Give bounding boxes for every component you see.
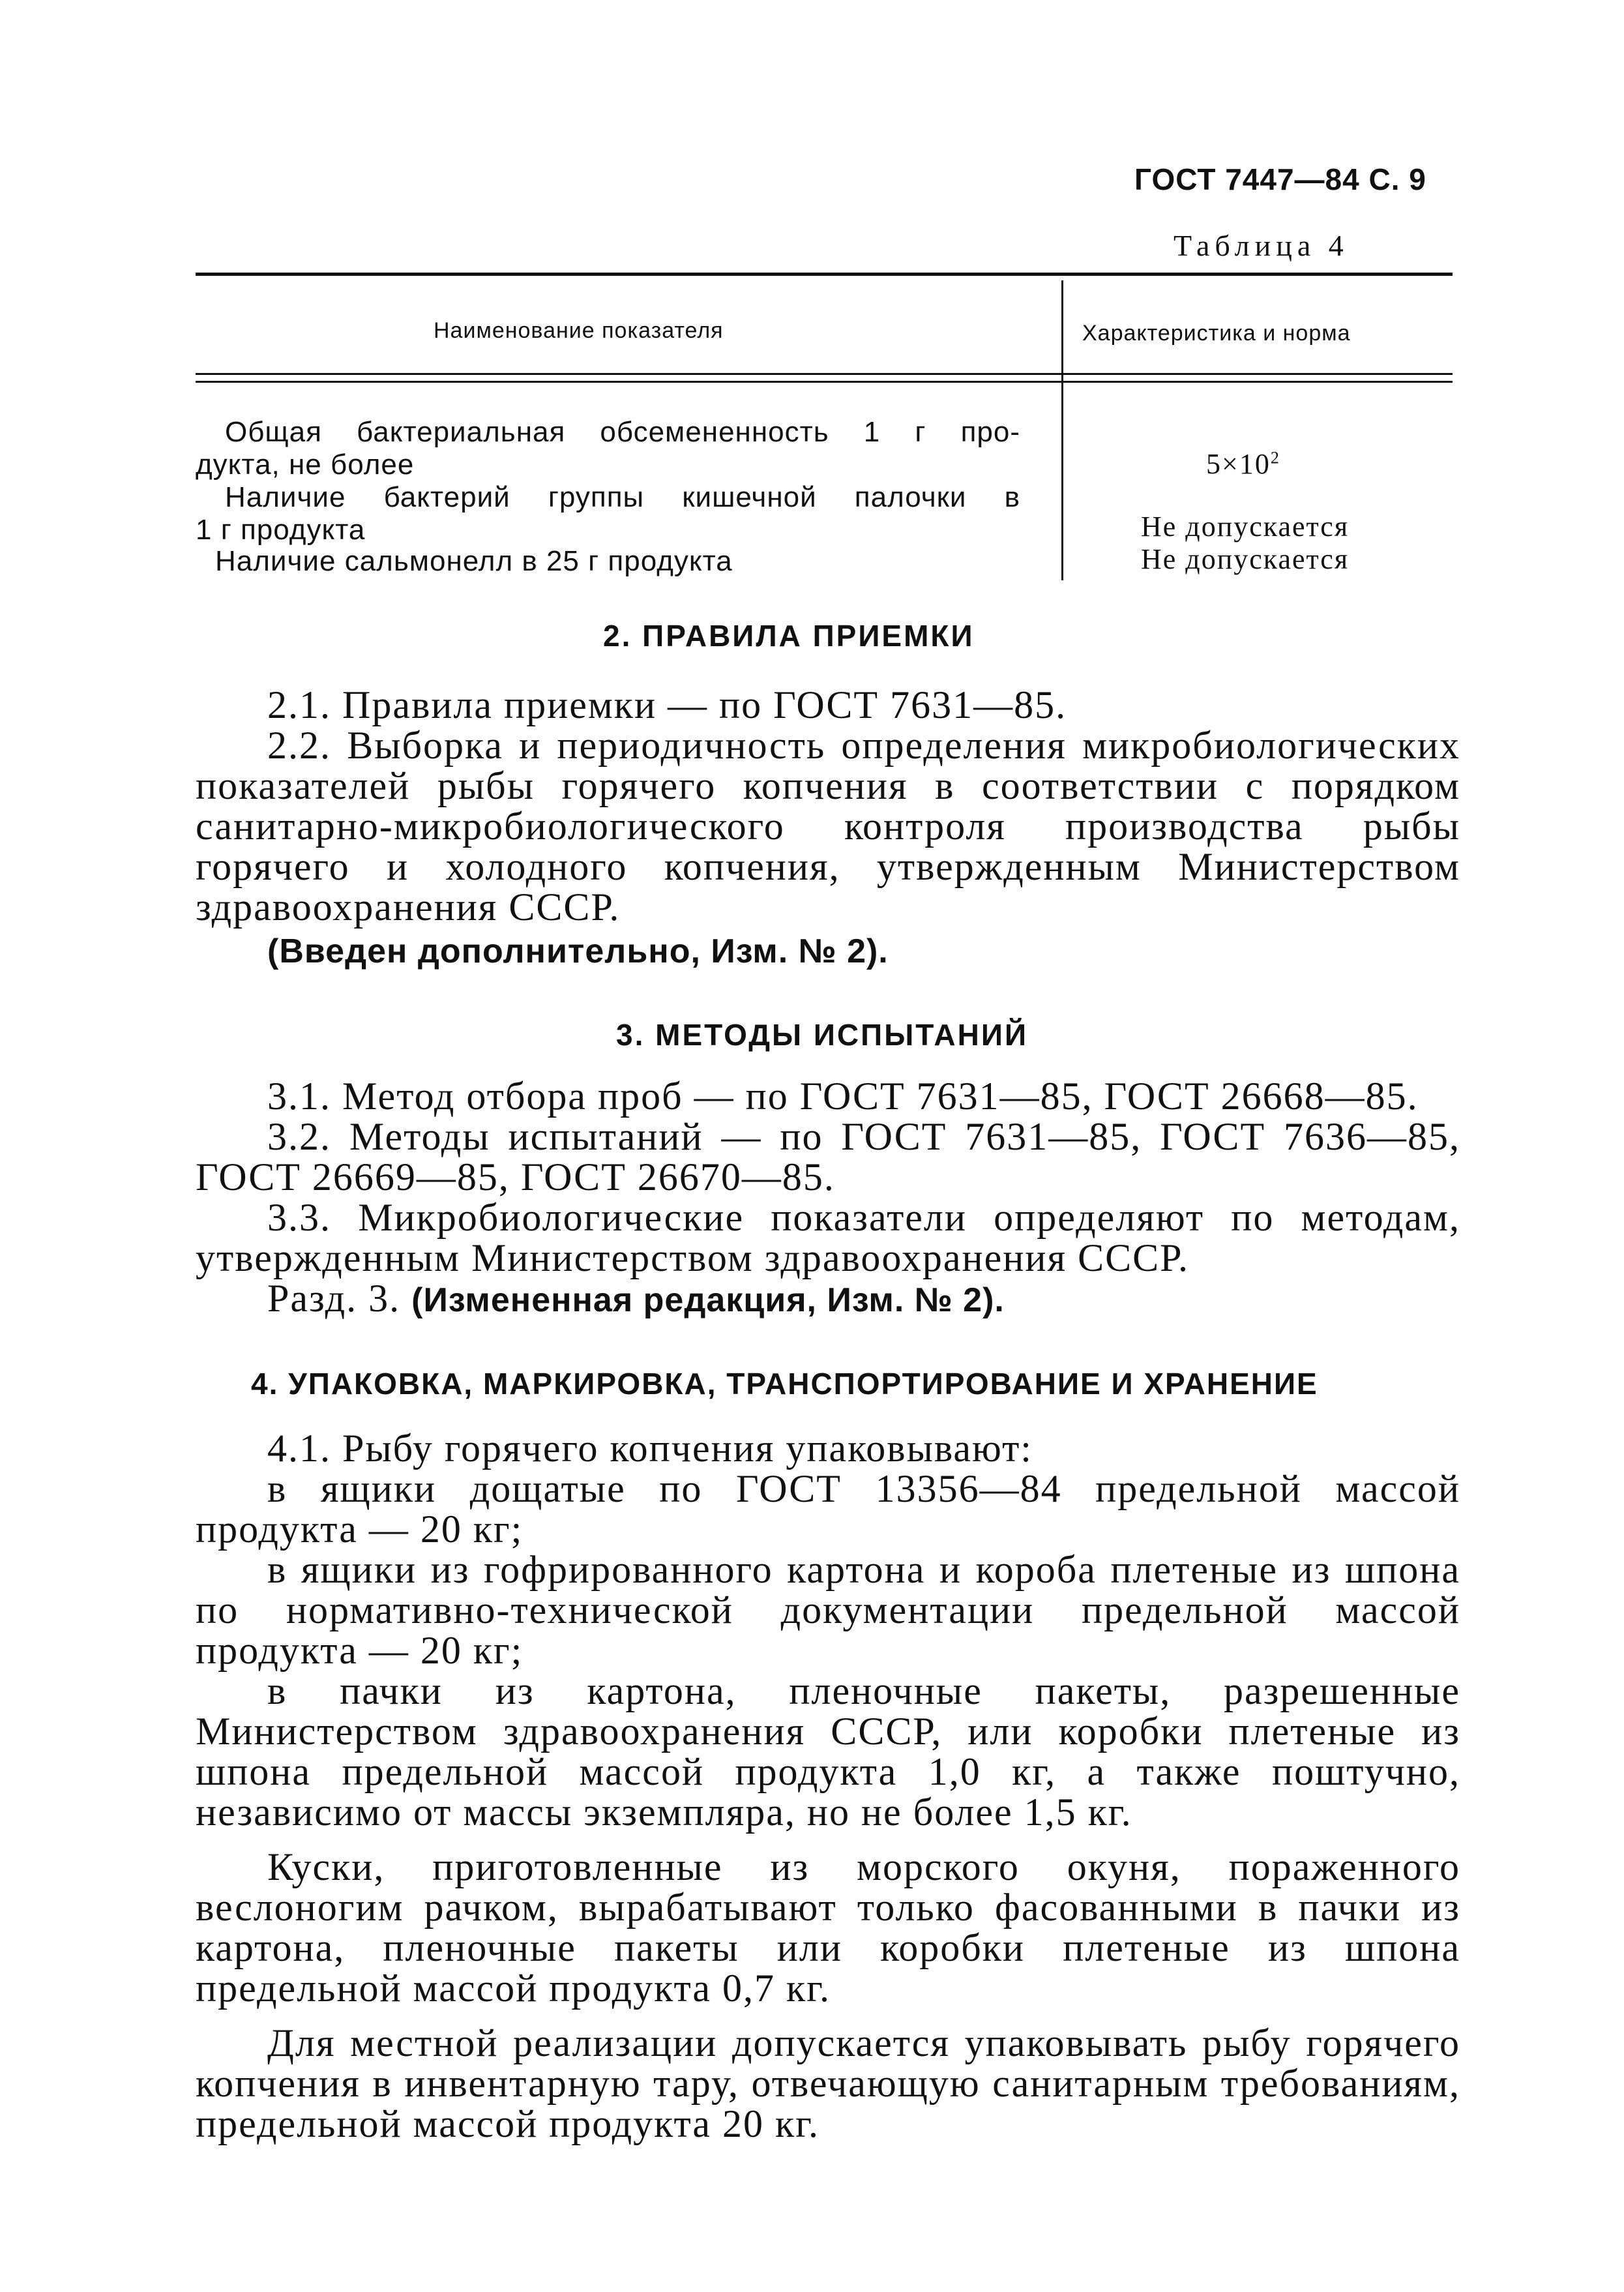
- section-3-body: [196, 1076, 1460, 1320]
- table-row-2-value: Не допускается: [1141, 511, 1350, 543]
- table-row-2-name: [196, 481, 1020, 546]
- section-3-title: 3. МЕТОДЫ ИСПЫТАНИЙ: [616, 1018, 1028, 1052]
- column-header-indicator: Наименование показателя: [434, 318, 724, 343]
- clause-3-3: 3.3. Микробиологические показатели определяют по методам, утвержденным Министерством здравоохранения СССР.: [196, 1196, 1460, 1279]
- spacer: [196, 2008, 1460, 2023]
- clause-4-1-cardboard: в ящики из гофрированного картона и короба плетеные из шпона по нормативно-технической документации предельной массой продукта — 20 кг;: [196, 1548, 1460, 1672]
- clause-4-1-perch: Куски, приготовленные из морского окуня, пораженного веслоногим рачком, вырабатывают только фасованными в пачки из картона, пленочные пакеты или коробки плетеные из шпона предельной массой продукта 0,7 кг.: [196, 1845, 1460, 2010]
- row-1-line-1: Общая бактериальная обсемененность 1 г про-: [225, 416, 1020, 448]
- table-row-3-value: Не допускается: [1141, 543, 1350, 575]
- row-1-value-exponent: 2: [1270, 448, 1280, 468]
- row-1-line-2: дукта, не более: [196, 449, 415, 481]
- column-header-norm: Характеристика и норма: [1082, 321, 1351, 346]
- clause-4-1-crates: в ящики дощатые по ГОСТ 13356—84 предельной массой продукта — 20 кг;: [196, 1467, 1460, 1551]
- table-row-1-value: [1206, 447, 1280, 481]
- amendment-note-2: (Введен дополнительно, Изм. № 2).: [267, 932, 889, 970]
- clause-2-1: 2.1. Правила приемки — по ГОСТ 7631—85.: [267, 683, 1067, 726]
- section-2-body: [196, 685, 1460, 972]
- clause-3-2: 3.2. Методы испытаний — по ГОСТ 7631—85, ГОСТ 7636—85, ГОСТ 26669—85, ГОСТ 26670—85.: [196, 1115, 1460, 1198]
- amendment-note-3-prefix: Разд. 3.: [267, 1277, 401, 1320]
- clause-3-1: 3.1. Метод отбора проб — по ГОСТ 7631—85, ГОСТ 26668—85.: [267, 1075, 1419, 1118]
- row-1-value-base: 5×10: [1206, 448, 1271, 480]
- table-row-1-name: [196, 416, 1020, 481]
- header-double-rule-2: [196, 381, 1453, 383]
- clause-4-1-packs: в пачки из картона, пленочные пакеты, разрешенные Министерством здравоохранения СССР, или коробки плетеные из шпона предельной массой продукта 1,0 кг, а также поштучно, независимо от массы экземпляра, но не более 1,5 кг.: [196, 1669, 1460, 1834]
- section-4-title: 4. УПАКОВКА, МАРКИРОВКА, ТРАНСПОРТИРОВАНИЕ И ХРАНЕНИЕ: [251, 1367, 1318, 1401]
- spacer: [196, 1832, 1460, 1847]
- row-2-line-2: 1 г продукта: [196, 514, 366, 546]
- table-caption: Таблица 4: [1174, 229, 1349, 262]
- page-header: ГОСТ 7447—84 С. 9: [1134, 162, 1426, 196]
- row-2-line-1: Наличие бактерий группы кишечной палочки в: [225, 481, 1020, 513]
- clause-4-1: 4.1. Рыбу горячего копчения упаковывают:: [267, 1427, 1033, 1470]
- amendment-note-3-text: (Измененная редакция, Изм. № 2).: [411, 1281, 1005, 1319]
- table-column-divider: [1061, 280, 1063, 580]
- amendment-note-3: [196, 1278, 1460, 1320]
- table-row-3-name: Наличие сальмонелл в 25 г продукта: [215, 545, 733, 577]
- table-top-rule: [196, 273, 1453, 276]
- header-double-rule-1: [196, 373, 1453, 375]
- section-4-body: [196, 1428, 1460, 2144]
- clause-4-1-local: Для местной реализации допускается упаковывать рыбу горячего копчения в инвентарную тару, отвечающую санитарным требованиям, предельной массой продукта 20 кг.: [196, 2021, 1460, 2145]
- section-2-title: 2. ПРАВИЛА ПРИЕМКИ: [603, 619, 975, 653]
- clause-2-2: 2.2. Выборка и периодичность определения микробиологических показателей рыбы горячего копчения в соответствии с порядком санитарно-микробиологического контроля производства рыбы горячего и холодного копчения, утвержденным Министерством здравоохранения СССР.: [196, 724, 1460, 929]
